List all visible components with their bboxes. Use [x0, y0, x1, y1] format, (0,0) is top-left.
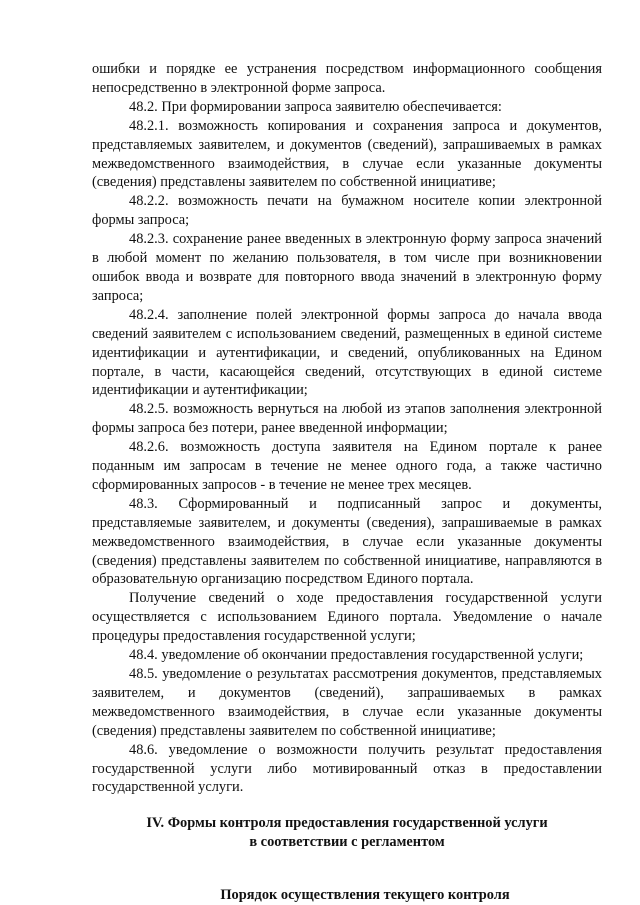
paragraph-48-2-4: 48.2.4. заполнение полей электронной формы запроса до начала ввода сведений заявителем с использованием сведений, размещенных в единой системе идентификации и аутентификации, и сведений, опубликованных на Едином портале, в части, касающейся сведений, отсутствующих в единой системе идентификации и аутентификации;: [92, 306, 602, 399]
section-heading-line-2: в соответствии с регламентом: [249, 834, 445, 851]
section-heading-line-1: IV. Формы контроля предоставления государственной услуги: [146, 815, 548, 832]
paragraph-48-5: 48.5. уведомление о результатах рассмотрения документов, представляемых заявителем, и документов (сведений), запрашиваемых в рамках межведомственного взаимодействия, в случае если указанные документы (сведения) представлены заявителем по собственной инициативе;: [92, 666, 602, 739]
paragraph-status-info: Получение сведений о ходе предоставления государственной услуги осуществляется с использованием Единого портала. Уведомление о начале процедуры предоставления государственной услуги;: [92, 590, 602, 645]
paragraph-48-6: 48.6. уведомление о возможности получить результат предоставления государственной услуги либо мотивированный отказ в предоставлении государственной услуги.: [92, 741, 602, 796]
paragraph-48-2-1: 48.2.1. возможность копирования и сохранения запроса и документов, представляемых заявителем, и документов (сведений), запрашиваемых в рамках межведомственного взаимодействия, в случае если указанные документы (сведения) представлены заявителем по собственной инициативе;: [92, 117, 602, 191]
paragraph-48-4: 48.4. уведомление об окончании предоставления государственной услуги;: [129, 647, 584, 664]
document-body: [92, 60, 602, 797]
paragraph-48-2-3: 48.2.3. сохранение ранее введенных в электронную форму запроса значений в любой момент по желанию пользователя, в том числе при возникновении ошибок ввода и возврате для повторного ввода значений в электронную форму запроса;: [92, 231, 602, 304]
section-heading: [92, 814, 602, 852]
paragraph-continuation: ошибки и порядке ее устранения посредством информационного сообщения непосредственно в электронной форме запроса.: [92, 61, 602, 96]
paragraph-48-2: 48.2. При формировании запроса заявителю обеспечивается:: [129, 98, 502, 115]
paragraph-48-3: 48.3. Сформированный и подписанный запрос и документы, представляемые заявителем, и документы (сведения), запрашиваемые в рамках межведомственного взаимодействия, в случае если указанные документы (сведения) представлены заявителем по собственной инициативе, направляются в образовательную организацию посредством Единого портала.: [92, 495, 602, 588]
subsection-heading: Порядок осуществления текущего контроля: [220, 887, 510, 904]
paragraph-48-2-6: 48.2.6. возможность доступа заявителя на Едином портале к ранее поданным им запросам в течение не менее одного года, а также частично сформированных запросов - в течение не менее трех месяцев.: [92, 439, 602, 493]
paragraph-48-2-5: 48.2.5. возможность вернуться на любой из этапов заполнения электронной формы запроса без потери, ранее введенной информации;: [92, 401, 602, 437]
paragraph-48-2-2: 48.2.2. возможность печати на бумажном носителе копии электронной формы запроса;: [92, 193, 602, 229]
